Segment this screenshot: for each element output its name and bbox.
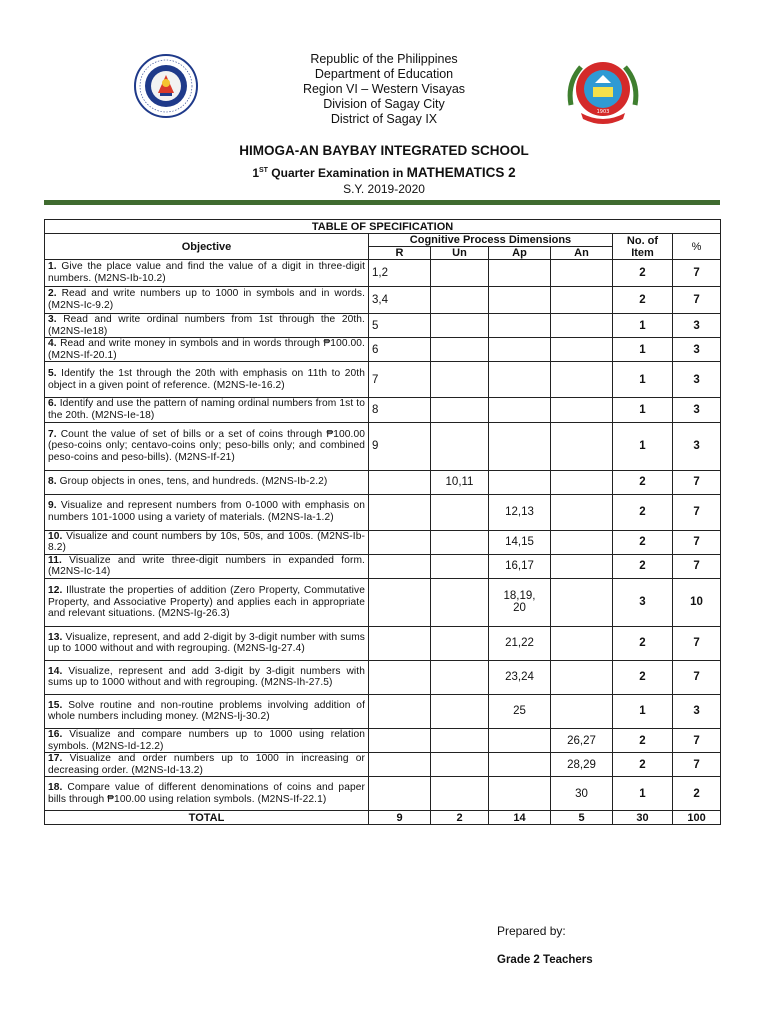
cell-ap bbox=[489, 338, 551, 362]
objective-text: Identify and use the pattern of naming ordinal numbers from 1st to the 20th. (M2NS-Ie-18) bbox=[48, 398, 365, 421]
cell-r bbox=[369, 660, 431, 694]
objective-number: 5. bbox=[48, 368, 57, 380]
cell-un bbox=[431, 578, 489, 626]
cell-percent: 3 bbox=[673, 694, 721, 728]
objective-number: 9. bbox=[48, 500, 57, 512]
objective-cell bbox=[45, 530, 369, 554]
exam-title: 1ST Quarter Examination in MATHEMATICS 2 bbox=[252, 165, 516, 180]
objective-cell bbox=[45, 494, 369, 530]
cell-percent: 7 bbox=[673, 728, 721, 752]
cell-items: 1 bbox=[613, 338, 673, 362]
percent-header: % bbox=[673, 234, 721, 260]
table-row bbox=[45, 660, 721, 694]
cell-items: 1 bbox=[613, 422, 673, 470]
objective-cell bbox=[45, 660, 369, 694]
table-row bbox=[45, 362, 721, 398]
table-row bbox=[45, 777, 721, 811]
objective-cell bbox=[45, 398, 369, 422]
cell-r: 6 bbox=[369, 338, 431, 362]
cell-items: 2 bbox=[613, 626, 673, 660]
cell-an bbox=[551, 578, 613, 626]
cell-r: 1,2 bbox=[369, 260, 431, 287]
cell-percent: 7 bbox=[673, 626, 721, 660]
objective-cell bbox=[45, 314, 369, 338]
cell-percent: 7 bbox=[673, 494, 721, 530]
cell-r: 3,4 bbox=[369, 287, 431, 314]
cell-un bbox=[431, 338, 489, 362]
cell-items: 2 bbox=[613, 554, 673, 578]
cell-items: 3 bbox=[613, 578, 673, 626]
cell-an bbox=[551, 422, 613, 470]
cell-percent: 7 bbox=[673, 287, 721, 314]
cell-an bbox=[551, 494, 613, 530]
cell-items: 2 bbox=[613, 470, 673, 494]
cell-an: 30 bbox=[551, 777, 613, 811]
cell-un: 10,11 bbox=[431, 470, 489, 494]
school-name: HIMOGA-AN BAYBAY INTEGRATED SCHOOL bbox=[239, 143, 529, 158]
objective-cell bbox=[45, 470, 369, 494]
cell-r: 5 bbox=[369, 314, 431, 338]
total-r: 9 bbox=[369, 811, 431, 825]
objective-number: 16. bbox=[48, 728, 63, 740]
objective-number: 10. bbox=[48, 530, 63, 542]
cell-items: 1 bbox=[613, 314, 673, 338]
total-percent: 100 bbox=[673, 811, 721, 825]
cell-r bbox=[369, 694, 431, 728]
objective-text: Compare value of different denominations of coins and paper bills through ₱100.00 using relation symbols. (M2NS-If-22.1) bbox=[48, 782, 365, 805]
objective-number: 18. bbox=[48, 782, 63, 794]
table-row bbox=[45, 694, 721, 728]
table-row bbox=[45, 338, 721, 362]
cell-ap: 21,22 bbox=[489, 626, 551, 660]
objective-text: Visualize, represent and add 3-digit by 3-digit numbers with sums up to 1000 without and with regrouping. (M2NS-Ih-27.5) bbox=[48, 665, 365, 689]
cell-un bbox=[431, 660, 489, 694]
cell-ap: 25 bbox=[489, 694, 551, 728]
cell-r: 8 bbox=[369, 398, 431, 422]
cell-ap: 16,17 bbox=[489, 554, 551, 578]
cell-r bbox=[369, 530, 431, 554]
cell-ap bbox=[489, 398, 551, 422]
table-row bbox=[45, 470, 721, 494]
objective-text: Identify the 1st through the 20th with emphasis on 11th to 20th object in a given point of reference. (M2NS-Ie-16.2) bbox=[48, 368, 365, 391]
cell-ap bbox=[489, 260, 551, 287]
cell-ap bbox=[489, 777, 551, 811]
objective-cell bbox=[45, 694, 369, 728]
cell-un bbox=[431, 728, 489, 752]
cell-ap bbox=[489, 314, 551, 338]
cell-percent: 3 bbox=[673, 314, 721, 338]
table-row bbox=[45, 554, 721, 578]
cell-un bbox=[431, 530, 489, 554]
prepared-by-name: Grade 2 Teachers bbox=[497, 954, 593, 966]
cell-an bbox=[551, 260, 613, 287]
total-label: TOTAL bbox=[45, 811, 369, 825]
cell-items: 1 bbox=[613, 694, 673, 728]
objective-number: 6. bbox=[48, 398, 57, 410]
cell-un bbox=[431, 777, 489, 811]
total-an: 5 bbox=[551, 811, 613, 825]
objective-cell bbox=[45, 422, 369, 470]
objective-text: Visualize and represent numbers from 0-1000 with emphasis on numbers 101-1000 using a variety of materials. (M2NS-Ia-1.2) bbox=[48, 500, 365, 524]
cell-ap bbox=[489, 422, 551, 470]
cell-r bbox=[369, 554, 431, 578]
objective-number: 13. bbox=[48, 631, 63, 643]
school-year: S.Y. 2019-2020 bbox=[343, 182, 425, 196]
cell-an bbox=[551, 660, 613, 694]
cell-un bbox=[431, 694, 489, 728]
letterhead-line: Division of Sagay City bbox=[323, 97, 445, 111]
cell-ap: 12,13 bbox=[489, 494, 551, 530]
cell-percent: 3 bbox=[673, 362, 721, 398]
objective-cell bbox=[45, 753, 369, 777]
objective-number: 8. bbox=[48, 476, 57, 488]
objective-number: 4. bbox=[48, 338, 57, 350]
objective-text: Visualize, represent, and add 2-digit by 3-digit number with sums up to 1000 without and with regrouping. (M2NS-Ig-27.4) bbox=[48, 631, 365, 655]
cell-items: 2 bbox=[613, 494, 673, 530]
letterhead bbox=[0, 52, 768, 127]
dimension-header: R bbox=[369, 247, 431, 260]
letterhead-line: Region VI – Western Visayas bbox=[302, 82, 466, 96]
cell-un bbox=[431, 287, 489, 314]
cell-un bbox=[431, 554, 489, 578]
dimension-header: Ap bbox=[489, 247, 551, 260]
objective-cell bbox=[45, 362, 369, 398]
cell-items: 2 bbox=[613, 728, 673, 752]
cell-un bbox=[431, 362, 489, 398]
table-of-specification bbox=[44, 219, 721, 825]
cell-r bbox=[369, 753, 431, 777]
objective-text: Read and write ordinal numbers from 1st through the 20th. (M2NS-Ie18) bbox=[48, 314, 365, 337]
objective-cell bbox=[45, 777, 369, 811]
table-row bbox=[45, 287, 721, 314]
objective-text: Illustrate the properties of addition (Zero Property, Commutative Property, and Associative Property) and applies each in appropriate and relevant situations. (M2NS-Ig-26.3) bbox=[48, 585, 365, 620]
cell-items: 2 bbox=[613, 287, 673, 314]
cell-ap bbox=[489, 287, 551, 314]
objective-text: Visualize and count numbers by 10s, 50s, and 100s. (M2NS-Ib-8.2) bbox=[48, 530, 365, 554]
cell-an bbox=[551, 694, 613, 728]
cell-r bbox=[369, 494, 431, 530]
cell-items: 2 bbox=[613, 530, 673, 554]
cell-un bbox=[431, 494, 489, 530]
school-seal-year: 1903 bbox=[596, 109, 610, 115]
objective-text: Read and write money in symbols and in words through ₱100.00. (M2NS-If-20.1) bbox=[48, 338, 365, 361]
cell-percent: 7 bbox=[673, 530, 721, 554]
objective-number: 1. bbox=[48, 261, 57, 273]
cell-r bbox=[369, 728, 431, 752]
cell-r: 7 bbox=[369, 362, 431, 398]
objective-text: Visualize and order numbers up to 1000 in increasing or decreasing order. (M2NS-Id-13.2) bbox=[48, 753, 365, 776]
cell-an bbox=[551, 530, 613, 554]
cell-ap bbox=[489, 753, 551, 777]
objective-cell bbox=[45, 728, 369, 752]
cell-ap bbox=[489, 728, 551, 752]
cell-percent: 10 bbox=[673, 578, 721, 626]
cell-r bbox=[369, 626, 431, 660]
table-row bbox=[45, 260, 721, 287]
cell-ap: 14,15 bbox=[489, 530, 551, 554]
cell-r bbox=[369, 578, 431, 626]
dimension-header: Un bbox=[431, 247, 489, 260]
cell-un bbox=[431, 753, 489, 777]
cell-ap: 23,24 bbox=[489, 660, 551, 694]
cell-ap bbox=[489, 362, 551, 398]
table-row bbox=[45, 422, 721, 470]
cell-an bbox=[551, 287, 613, 314]
cell-an: 28,29 bbox=[551, 753, 613, 777]
objective-cell bbox=[45, 338, 369, 362]
letterhead-line: Department of Education bbox=[314, 67, 454, 81]
cell-an bbox=[551, 470, 613, 494]
objective-number: 7. bbox=[48, 428, 57, 440]
header-divider bbox=[44, 200, 720, 205]
cell-items: 1 bbox=[613, 362, 673, 398]
cell-ap bbox=[489, 470, 551, 494]
total-un: 2 bbox=[431, 811, 489, 825]
cell-items: 2 bbox=[613, 260, 673, 287]
prepared-by-label: Prepared by: bbox=[497, 924, 566, 938]
table-row bbox=[45, 314, 721, 338]
cell-percent: 7 bbox=[673, 470, 721, 494]
objective-number: 15. bbox=[48, 699, 63, 711]
cell-an bbox=[551, 314, 613, 338]
cell-percent: 2 bbox=[673, 777, 721, 811]
objective-cell bbox=[45, 578, 369, 626]
table-row bbox=[45, 626, 721, 660]
table-row bbox=[45, 494, 721, 530]
table-row bbox=[45, 728, 721, 752]
objective-cell bbox=[45, 260, 369, 287]
cell-items: 1 bbox=[613, 777, 673, 811]
cell-items: 2 bbox=[613, 660, 673, 694]
total-ap: 14 bbox=[489, 811, 551, 825]
objective-number: 2. bbox=[48, 288, 57, 300]
table-row bbox=[45, 398, 721, 422]
cell-un bbox=[431, 260, 489, 287]
letterhead-line: District of Sagay IX bbox=[330, 112, 438, 126]
cell-ap: 18,19, 20 bbox=[489, 578, 551, 626]
objective-text: Visualize and compare numbers up to 1000 using relation symbols. (M2NS-Id-12.2) bbox=[48, 728, 365, 752]
cell-un bbox=[431, 626, 489, 660]
objective-number: 11. bbox=[48, 554, 62, 566]
dimension-header: An bbox=[551, 247, 613, 260]
table-row bbox=[45, 530, 721, 554]
cell-items: 1 bbox=[613, 398, 673, 422]
cognitive-header: Cognitive Process Dimensions bbox=[369, 234, 613, 247]
count-header: No. of Item bbox=[613, 234, 673, 260]
objective-text: Read and write numbers up to 1000 in symbols and in words. (M2NS-Ic-9.2) bbox=[48, 288, 365, 311]
objective-header: Objective bbox=[45, 234, 369, 260]
cell-an bbox=[551, 554, 613, 578]
cell-un bbox=[431, 398, 489, 422]
objective-text: Give the place value and find the value of a digit in three-digit numbers. (M2NS-Ib-10.2) bbox=[48, 261, 365, 284]
cell-percent: 3 bbox=[673, 398, 721, 422]
objective-cell bbox=[45, 554, 369, 578]
cell-an bbox=[551, 626, 613, 660]
cell-percent: 3 bbox=[673, 338, 721, 362]
cell-percent: 3 bbox=[673, 422, 721, 470]
cell-percent: 7 bbox=[673, 554, 721, 578]
cell-r bbox=[369, 470, 431, 494]
cell-an: 26,27 bbox=[551, 728, 613, 752]
letterhead-line: Republic of the Philippines bbox=[310, 52, 458, 66]
objective-text: Solve routine and non-routine problems involving addition of whole numbers including money. (M2NS-Ij-30.2) bbox=[48, 699, 365, 723]
objective-text: Count the value of set of bills or a set of coins through ₱100.00 (peso-coins only; centavo-coins only; peso-bills only; and combined peso-coins and peso-bills). (M2NS-If-21) bbox=[48, 428, 365, 463]
cell-percent: 7 bbox=[673, 260, 721, 287]
table-title: TABLE OF SPECIFICATION bbox=[45, 220, 721, 234]
cell-an bbox=[551, 362, 613, 398]
table-row bbox=[45, 753, 721, 777]
cell-r bbox=[369, 777, 431, 811]
objective-number: 12. bbox=[48, 585, 63, 597]
objective-number: 3. bbox=[48, 314, 57, 325]
total-row bbox=[45, 811, 721, 825]
cell-an bbox=[551, 338, 613, 362]
cell-percent: 7 bbox=[673, 660, 721, 694]
table-row bbox=[45, 578, 721, 626]
cell-un bbox=[431, 314, 489, 338]
objective-text: Group objects in ones, tens, and hundreds. (M2NS-Ib-2.2) bbox=[56, 476, 328, 488]
cell-percent: 7 bbox=[673, 753, 721, 777]
cell-un bbox=[431, 422, 489, 470]
objective-cell bbox=[45, 626, 369, 660]
cell-items: 2 bbox=[613, 753, 673, 777]
cell-r: 9 bbox=[369, 422, 431, 470]
objective-text: Visualize and write three-digit numbers in expanded form. (M2NS-Ic-14) bbox=[48, 554, 365, 578]
total-items: 30 bbox=[613, 811, 673, 825]
cell-an bbox=[551, 398, 613, 422]
objective-cell bbox=[45, 287, 369, 314]
objective-number: 17. bbox=[48, 753, 63, 765]
objective-number: 14. bbox=[48, 665, 63, 677]
